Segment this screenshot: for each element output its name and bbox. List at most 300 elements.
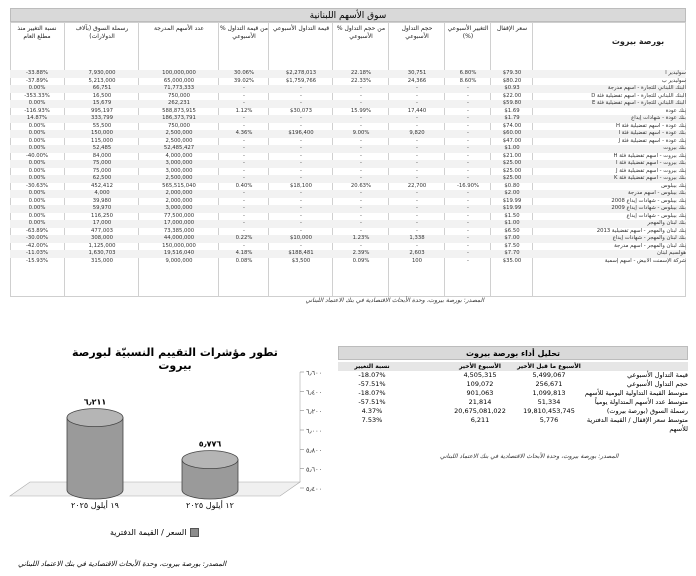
cell-shares: 71,773,333	[163, 85, 195, 91]
bar-value-label: ٦٫٢١١	[83, 397, 107, 407]
cell-val-pct: -	[243, 167, 245, 174]
cell-vol-pct: 22.18%	[350, 70, 372, 76]
cell-close: $79.30	[502, 70, 522, 76]
cell-value: $30,073	[290, 107, 312, 114]
cell-shares: 77,500,000	[163, 212, 195, 219]
cell-name: سوليدير ب	[661, 77, 686, 84]
cell-shares: 44,000,000	[163, 235, 195, 241]
cell-value: $3,500	[291, 257, 311, 264]
cell-val-pct: 39.02%	[233, 77, 255, 84]
cell-shares: 2,500,000	[165, 175, 193, 181]
cell-value: -	[300, 122, 302, 129]
bar-value-label: ٥٫٧٧٦	[198, 439, 222, 449]
performance-source: المصدر: بورصة بيروت، وحدة الأبحاث الاقتصادية في بنك الاعتماد اللبناني	[440, 453, 619, 460]
cell-value: -	[300, 220, 302, 226]
perf-cell-last: 21,814	[468, 398, 492, 406]
chart-floor	[10, 482, 300, 496]
cell-shares: 17,000,000	[163, 220, 195, 226]
bar-top	[182, 451, 238, 469]
cell-val-pct: 0.08%	[235, 257, 253, 264]
cell-change: -	[467, 167, 469, 174]
cell-mcap: 315,000	[91, 257, 113, 264]
cell-close: $7.70	[504, 250, 520, 256]
performance-title: تحليل أداء بورصة بيروت	[338, 346, 688, 360]
cell-vol-pct: -	[360, 145, 362, 151]
cell-volume: -	[416, 160, 418, 166]
y-tick-label: ٦٫٢٠٠	[306, 407, 323, 416]
cell-volume: -	[416, 227, 418, 234]
cell-val-pct: -	[243, 122, 245, 129]
cell-vol-pct: 9.00%	[352, 130, 370, 136]
cell-pb: 0.00%	[28, 160, 46, 166]
y-tick-label: ٦٫٠٠٠	[306, 427, 323, 435]
cell-close: $0.93	[504, 85, 520, 91]
cell-close: $1.00	[504, 220, 520, 226]
cell-vol-pct: 1.23%	[352, 235, 370, 241]
cell-pb: 0.00%	[28, 167, 46, 174]
cell-pb: 0.00%	[28, 145, 46, 151]
cell-close: $7.50	[504, 242, 520, 249]
perf-header-last: الأسبوع الأخير	[459, 363, 501, 370]
legend-swatch	[190, 528, 199, 537]
cell-value: -	[300, 145, 302, 151]
cell-val-pct: 4.36%	[235, 130, 253, 136]
cell-change: -	[467, 160, 469, 166]
cell-shares: 262,231	[168, 100, 190, 106]
market-table-body	[10, 70, 686, 265]
cell-mcap: 5,213,000	[88, 77, 116, 84]
cell-name: بنك لبنان والمهجر - أسهم تفضيلية 2013	[596, 227, 686, 234]
cell-vol-pct: -	[360, 85, 362, 91]
cell-vol-pct: -	[360, 152, 362, 159]
cell-vol-pct: -	[360, 115, 362, 121]
cell-change: -	[467, 197, 469, 204]
cell-value: -	[300, 212, 302, 219]
perf-cell-last: 109,072	[466, 380, 494, 388]
cell-shares: 565,515,040	[162, 182, 196, 189]
cell-val-pct: -	[243, 242, 245, 249]
cell-close: $25.00	[502, 167, 522, 174]
market-row	[10, 108, 686, 116]
market-row	[10, 70, 686, 78]
cell-pb: -116.93%	[24, 107, 50, 114]
cell-pb: 0.00%	[28, 197, 46, 204]
cell-volume: -	[416, 92, 418, 99]
cell-value: -	[300, 115, 302, 121]
cell-pb: -42.00%	[25, 242, 49, 249]
perf-cell-chg: -18.07%	[358, 389, 386, 397]
cell-val-pct: -	[243, 85, 245, 91]
cell-value: $2,278,013	[285, 70, 317, 76]
cell-name: بنك بيبلوس - أسهم مدرجة	[628, 190, 686, 196]
cell-volume: -	[416, 197, 418, 204]
cell-value: -	[300, 175, 302, 181]
cell-value: -	[300, 242, 302, 249]
cell-mcap: 477,003	[91, 227, 113, 234]
cell-volume: 9,820	[409, 130, 425, 136]
cell-change: -	[467, 85, 469, 91]
performance-row	[338, 371, 688, 380]
cell-shares: 52,485,427	[163, 145, 195, 151]
cell-vol-pct: -	[360, 220, 362, 226]
cell-volume: -	[416, 152, 418, 159]
chart-y-axis	[10, 370, 322, 496]
cell-close: $74.00	[502, 122, 522, 129]
y-tick-label: ٥٫٨٠٠	[306, 446, 323, 455]
cell-val-pct: -	[243, 152, 245, 159]
header-shares: عدد الأسهم المدرجة	[153, 25, 205, 32]
cell-name: بنك عودة - أسهم تفضيلية فئة I	[618, 130, 686, 136]
cell-mcap: 452,412	[91, 182, 113, 189]
cell-value: -	[300, 190, 302, 196]
perf-cell-chg: 7.53%	[361, 416, 383, 424]
cell-close: $1.79	[504, 115, 520, 121]
cell-vol-pct: -	[360, 160, 362, 166]
cell-change: -	[467, 212, 469, 219]
cell-mcap: 62,500	[92, 175, 112, 181]
cell-vol-pct: -	[360, 137, 362, 144]
cell-volume: -	[416, 115, 418, 121]
cell-shares: 588,873,915	[162, 107, 196, 114]
header-name: بورصة بيروت	[611, 37, 665, 46]
perf-cell-name: حجم التداول الأسبوعي	[626, 380, 688, 388]
cell-vol-pct: -	[360, 197, 362, 204]
cell-name: شركة الإسمنت الأبيض - أسهم إسمية	[604, 257, 686, 264]
cell-name: هولسيم لبنان	[657, 250, 686, 256]
cell-change: -	[467, 100, 469, 106]
y-tick-label: ٥٫٦٠٠	[306, 465, 323, 474]
cell-shares: 9,000,000	[165, 257, 193, 264]
perf-cell-name: قيمة التداول الأسبوعي	[627, 371, 688, 379]
cell-volume: -	[416, 242, 418, 249]
cell-close: $47.00	[502, 137, 522, 144]
cell-mcap: 308,000	[91, 235, 113, 241]
perf-cell-chg: 4.37%	[361, 407, 383, 415]
perf-header-change: نسبة التغيير	[354, 363, 390, 370]
cell-mcap: 115,000	[91, 137, 113, 144]
cell-shares: 65,000,000	[163, 77, 195, 84]
cell-value: -	[300, 197, 302, 204]
cell-name: البنك اللبناني للتجارة - أسهم مدرجة	[607, 85, 686, 91]
cell-shares: 750,000	[168, 122, 190, 129]
cell-vol-pct: -	[360, 167, 362, 174]
cell-pb: 0.00%	[28, 100, 46, 106]
x-category-label: ١٩ أيلول ٢٠٢٥	[71, 501, 119, 510]
cell-name: بنك عودة	[665, 107, 686, 114]
cell-volume: 2,603	[409, 250, 425, 256]
perf-cell-prev: 19,810,453,745	[523, 407, 575, 415]
market-row	[10, 175, 686, 183]
chart-legend	[110, 528, 199, 537]
cell-change: -	[467, 145, 469, 151]
market-row	[10, 258, 686, 266]
cell-value: $188,481	[288, 250, 314, 256]
cell-pb: -353.33%	[24, 92, 50, 99]
perf-cell-last: 4,505,315	[463, 371, 497, 379]
perf-cell-chg: -57.51%	[358, 380, 386, 388]
cell-shares: 100,000,000	[162, 70, 196, 76]
cell-volume: 17,440	[407, 107, 427, 114]
cell-value: $196,400	[288, 130, 314, 136]
market-row	[10, 100, 686, 108]
pb-chart	[0, 370, 336, 530]
cell-name: بنك بيبلوس - شهادات إيداع	[626, 212, 686, 219]
cell-close: $0.80	[504, 182, 520, 189]
cell-vol-pct: 22.33%	[350, 77, 372, 84]
market-row	[10, 243, 686, 251]
cell-val-pct: -	[243, 100, 245, 106]
cell-change: -	[467, 107, 469, 114]
perf-cell-name: متوسط القيمة التداولية اليومية للأسهم	[584, 389, 688, 397]
perf-header-prev: الأسبوع ما قبل الأخير	[517, 363, 581, 370]
cell-change: -	[467, 175, 469, 181]
cell-pb: -37.89%	[25, 77, 49, 84]
cell-volume: -	[416, 175, 418, 181]
perf-cell-prev: 5,776	[539, 416, 559, 424]
cell-name: بنك بيروت - أسهم تفضيلية فئة J	[615, 167, 686, 174]
perf-cell-prev: 5,499,067	[532, 371, 566, 379]
cell-vol-pct: 0.09%	[352, 257, 370, 264]
cell-pb: 0.00%	[28, 137, 46, 144]
cell-pb: -33.88%	[25, 70, 49, 76]
performance-row	[338, 380, 688, 389]
cell-name: بنك عودة - شهادات إيداع	[631, 115, 686, 121]
cell-pb: 0.00%	[28, 220, 46, 226]
cell-volume: -	[416, 85, 418, 91]
market-source: المصدر: بورصة بيروت، وحدة الأبحاث الاقتصادية في بنك الاعتماد اللبناني	[305, 297, 484, 304]
cell-change: -	[467, 130, 469, 136]
cell-vol-pct: 20.63%	[350, 182, 372, 189]
cell-value: -	[300, 160, 302, 166]
cell-change: -	[467, 220, 469, 226]
cell-volume: -	[416, 100, 418, 106]
cell-name: البنك اللبناني للتجارة - أسهم تفضيلية فئة E	[591, 100, 686, 106]
cell-pb: 0.00%	[28, 85, 46, 91]
cell-name: بنك عودة - أسهم تفضيلية فئة H	[616, 122, 686, 129]
cell-pb: 14.87%	[26, 115, 48, 121]
performance-table	[338, 362, 688, 433]
cell-shares: 19,516,040	[163, 250, 195, 256]
cell-change: -	[467, 190, 469, 196]
chart-source: المصدر: بورصة بيروت، وحدة الأبحاث الاقتصادية في بنك الاعتماد اللبناني	[18, 560, 227, 568]
market-row	[10, 190, 686, 198]
cell-change: -16.90%	[456, 182, 480, 189]
bar-top	[67, 409, 123, 427]
perf-cell-name: رسملة السوق (بورصة بيروت)	[606, 407, 688, 415]
cell-shares: 2,000,000	[165, 190, 193, 196]
market-row	[10, 160, 686, 168]
cell-close: $19.99	[502, 205, 522, 211]
cell-name: بنك بيروت - أسهم تفضيلية فئة H	[613, 152, 686, 159]
cell-close: $59.80	[502, 100, 522, 106]
market-row	[10, 93, 686, 101]
cell-mcap: 39,980	[92, 197, 112, 204]
cell-vol-pct: -	[360, 175, 362, 181]
cell-close: $22.00	[502, 92, 522, 99]
cell-mcap: 75,000	[92, 160, 112, 166]
cell-pb: -40.00%	[25, 152, 49, 159]
cell-volume: 24,366	[407, 77, 427, 84]
cell-mcap: 333,799	[91, 115, 113, 121]
header-value-pct: % من قيمة التداول الأسبوعي	[220, 25, 268, 40]
cell-mcap: 16,500	[92, 92, 112, 99]
market-row	[10, 145, 686, 153]
performance-row	[338, 389, 688, 398]
cell-close: $6.50	[504, 227, 520, 234]
cell-change: -	[467, 122, 469, 129]
cell-val-pct: -	[243, 175, 245, 181]
market-row	[10, 235, 686, 243]
cell-mcap: 17,000	[92, 220, 112, 226]
cell-mcap: 1,125,000	[88, 242, 116, 249]
cell-close: $1.00	[504, 145, 520, 151]
cell-pb: 0.00%	[28, 190, 46, 196]
cell-value: -	[300, 152, 302, 159]
cell-mcap: 116,250	[91, 212, 113, 219]
cell-change: -	[467, 250, 469, 256]
cell-name: بنك بيروت - أسهم تفضيلية فئة I	[615, 160, 686, 166]
cell-val-pct: 4.18%	[235, 250, 253, 256]
cell-vol-pct: 2.39%	[352, 250, 370, 256]
cell-close: $80.20	[502, 77, 522, 84]
cell-shares: 73,385,000	[163, 227, 195, 234]
cell-mcap: 84,000	[92, 152, 112, 159]
cell-name: بنك لبنان والمهجر - أسهم مدرجة	[614, 242, 686, 249]
cell-val-pct: -	[243, 190, 245, 196]
cell-pb: 0.00%	[28, 205, 46, 211]
cell-change: 6.80%	[459, 70, 477, 76]
cell-pb: 0.00%	[28, 212, 46, 219]
cell-change: -	[467, 257, 469, 264]
cell-change: -	[467, 137, 469, 144]
cell-mcap: 75,000	[92, 167, 112, 174]
cell-volume: -	[416, 205, 418, 211]
header-ytd-change: نسبة التغيير منذ مطلع العام	[17, 25, 57, 40]
cell-volume: -	[416, 145, 418, 151]
cell-volume: 1,338	[409, 235, 425, 241]
header-close: سعر الإقفال	[496, 25, 528, 32]
cell-name: بنك لبنان والمهجر	[647, 220, 686, 226]
cell-val-pct: 0.40%	[235, 182, 253, 189]
market-row	[10, 205, 686, 213]
cell-value: -	[300, 85, 302, 91]
cell-name: بنك بيروت - أسهم تفضيلية فئة K	[614, 175, 686, 181]
market-row	[10, 228, 686, 236]
x-category-label: ١٢ أيلول ٢٠٢٥	[186, 501, 234, 510]
cell-pb: -11.03%	[25, 250, 49, 256]
cell-mcap: 150,000	[91, 130, 113, 136]
market-table-title: سوق الأسهم اللبنانية	[10, 8, 686, 22]
cell-change: -	[467, 242, 469, 249]
cell-volume: 100	[411, 257, 423, 264]
y-tick-label: ٦٫٤٠٠	[306, 388, 323, 397]
cell-volume: -	[416, 220, 418, 226]
performance-header-row	[338, 362, 688, 371]
cell-close: $1.69	[504, 107, 520, 114]
cell-mcap: 55,500	[92, 122, 112, 129]
cell-vol-pct: -	[360, 122, 362, 129]
chart-bar	[67, 398, 123, 510]
cell-val-pct: -	[243, 227, 245, 234]
header-value: قيمة التداول الأسبوعي	[272, 25, 330, 32]
cell-value: $10,000	[290, 235, 312, 241]
cell-change: -	[467, 227, 469, 234]
cell-pb: 0.00%	[28, 122, 46, 129]
cell-shares: 3,000,000	[165, 205, 193, 211]
cell-close: $21.00	[502, 152, 522, 159]
y-tick-label: ٥٫٤٠٠	[306, 485, 323, 493]
performance-row	[338, 416, 688, 433]
cell-value: -	[300, 167, 302, 174]
cell-change: 8.60%	[459, 77, 477, 84]
cell-shares: 3,000,000	[165, 160, 193, 166]
cell-volume: -	[416, 212, 418, 219]
cell-shares: 3,000,000	[165, 167, 193, 174]
cell-val-pct: -	[243, 115, 245, 121]
perf-cell-chg: -18.07%	[358, 371, 386, 379]
legend-label: السعر / القيمة الدفترية	[110, 528, 187, 537]
cell-volume: -	[416, 137, 418, 144]
cell-val-pct: 1.12%	[235, 107, 253, 114]
cell-mcap: 995,197	[91, 107, 113, 114]
market-row	[10, 198, 686, 206]
market-row	[10, 130, 686, 138]
cell-mcap: 7,930,000	[88, 70, 116, 76]
market-row	[10, 115, 686, 123]
cell-vol-pct: -	[360, 92, 362, 99]
cell-val-pct: -	[243, 92, 245, 99]
cell-shares: 2,000,000	[165, 197, 193, 204]
market-row	[10, 168, 686, 176]
cell-value: -	[300, 205, 302, 211]
chart-title: تطور مؤشرات التقييم النسبيّة لبورصة بيروت	[72, 346, 278, 372]
chart-bar	[182, 440, 238, 510]
cell-vol-pct: -	[360, 227, 362, 234]
cell-val-pct: -	[243, 137, 245, 144]
cell-change: -	[467, 115, 469, 121]
cell-change: -	[467, 92, 469, 99]
cell-pb: -63.89%	[25, 227, 49, 234]
cell-mcap: 15,679	[92, 100, 112, 106]
cell-value: -	[300, 137, 302, 144]
cell-pb: -15.93%	[25, 257, 49, 264]
cell-volume: -	[416, 122, 418, 129]
cell-name: بنك بيبلوس - شهادات إيداع 2008	[611, 197, 686, 204]
cell-value: -	[300, 92, 302, 99]
y-tick-label: ٦٫٦٠٠	[306, 370, 323, 377]
cell-value: $18,100	[290, 182, 312, 189]
cell-pb: 0.00%	[28, 130, 46, 136]
cell-vol-pct: -	[360, 190, 362, 196]
cell-volume: -	[416, 190, 418, 196]
perf-cell-name: متوسط سعر الإقفال / القيمة الدفترية للأسهم	[586, 416, 688, 433]
cell-mcap: 52,485	[92, 145, 112, 151]
header-volume: حجم التداول الأسبوعي	[401, 25, 433, 40]
cell-val-pct: -	[243, 197, 245, 204]
cell-val-pct: -	[243, 220, 245, 226]
cell-val-pct: -	[243, 160, 245, 166]
cell-change: -	[467, 205, 469, 211]
market-row	[10, 123, 686, 131]
market-row	[10, 220, 686, 228]
cell-close: $25.00	[502, 160, 522, 166]
cell-close: $1.50	[504, 212, 520, 219]
perf-cell-last: 6,211	[470, 416, 490, 424]
cell-mcap: 66,751	[92, 85, 112, 91]
cell-change: -	[467, 152, 469, 159]
performance-row	[338, 398, 688, 407]
market-row	[10, 250, 686, 258]
